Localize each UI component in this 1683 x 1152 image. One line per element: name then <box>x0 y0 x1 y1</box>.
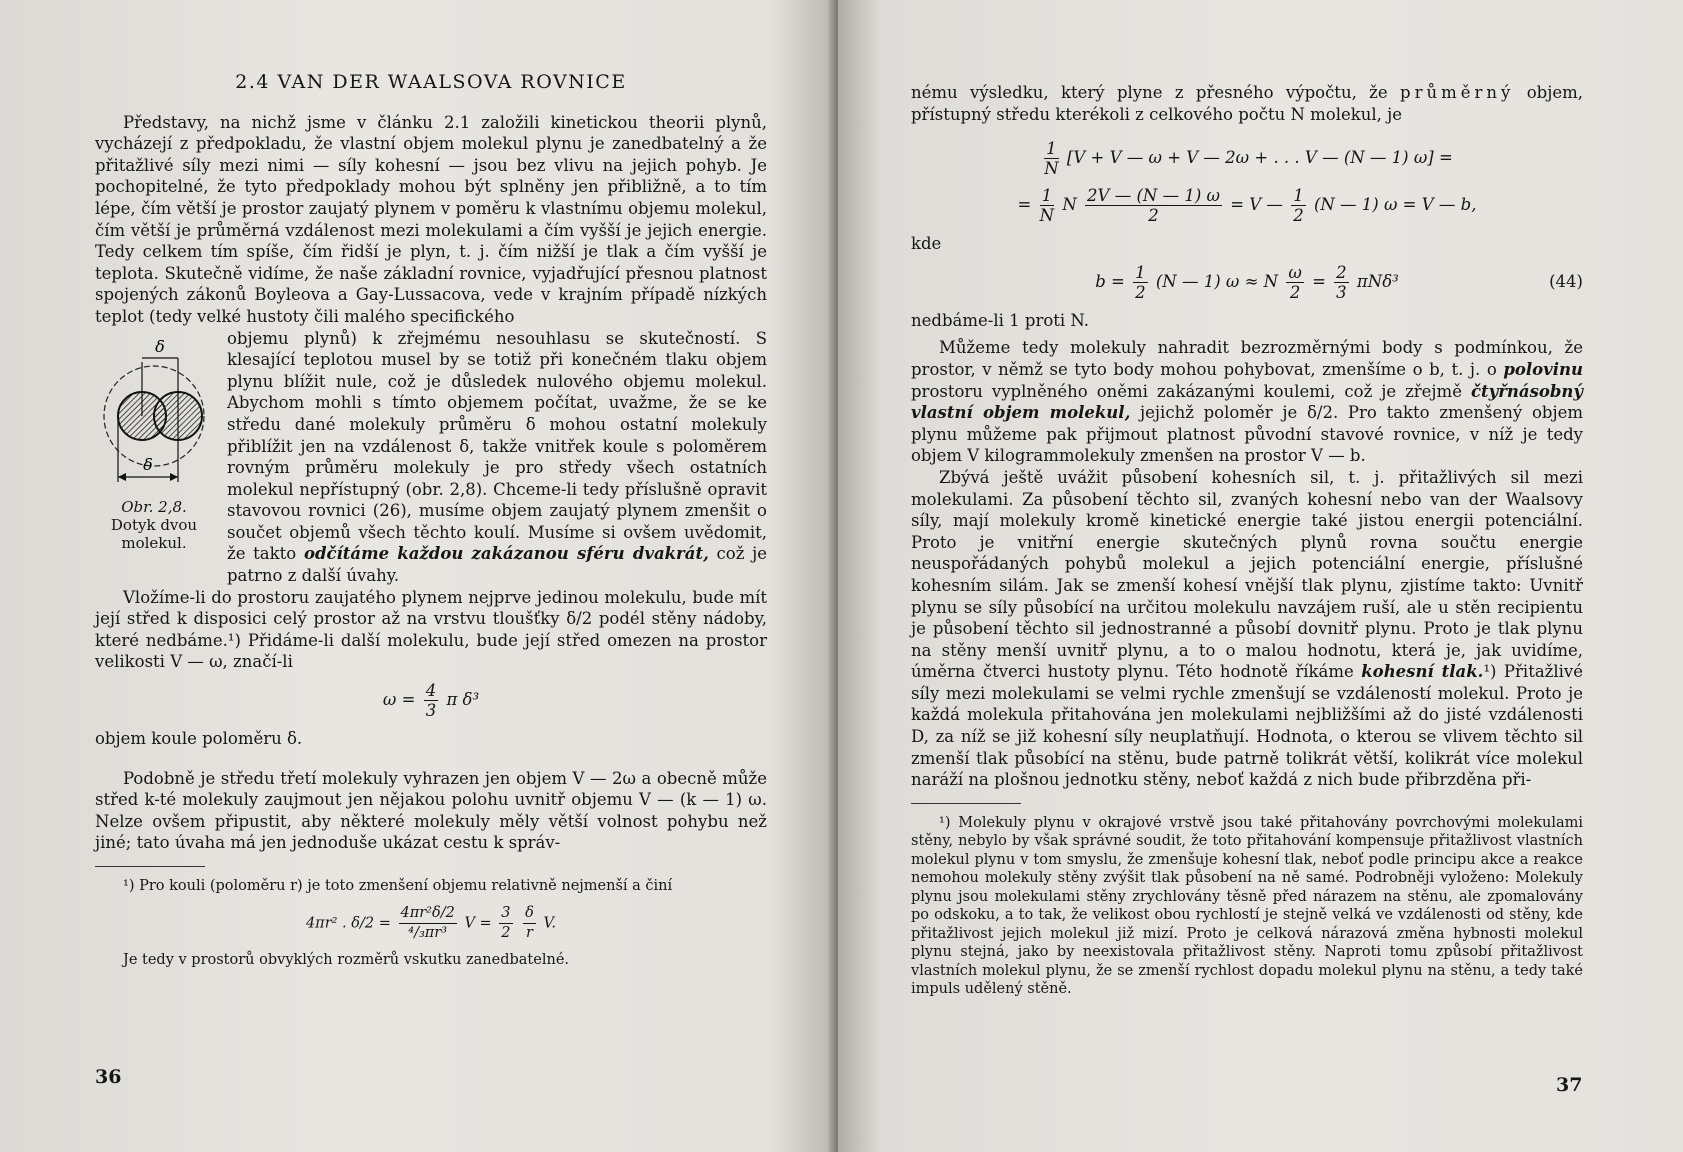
numerator: 2 <box>1336 262 1347 282</box>
emphasis: kohesní tlak. <box>1361 662 1484 682</box>
formula-part: = <box>1312 271 1326 291</box>
text: objem, přístupný středu kterékoli z celkového počtu N molekul, je <box>911 83 1583 124</box>
numerator: 1 <box>1135 262 1146 282</box>
equation-number: (44) <box>1549 272 1583 292</box>
fraction <box>499 904 512 943</box>
paragraph: objem koule poloměru δ. <box>95 729 303 749</box>
fraction <box>1133 263 1148 302</box>
figure-2-8 <box>95 332 213 587</box>
footnote: ¹) Molekuly plynu v okrajové vrstvě jsou také přitahovány povrchovými molekulami stěny, nebylo by však správné soudit, že toto přitahování kompensuje přitažlivost vlastních molekul plynu v tom smyslu, že zmenšuje kohesní tlak, neboť podle principu akce a reakce nemohou molekuly stěny zvýšit tlak působení na ně samé. Podrobněji vyloženo: Molekuly plynu jsou molekulami stěny zrychlovány těsně před nárazem na stěnu, ale zpomalovány po odskoku, a to tak, že velikost obou rychlostí je stejně velká ve vzdálenosti od stěny, kde přitažlivost jejich molekul již mizí. Proto je celková nárazová změna hybnosti molekul plynu stejná, jako by neexistovala přitažlivost stěny. Naproti tomu způsobí přitažlivost vlastních molekul plynu, že se zmenší rychlost dopadu molekul plynu na stěnu, a tedy také impuls udělený stěně. <box>911 814 1583 998</box>
page-number: 37 <box>1556 1074 1583 1096</box>
section-title: 2.4 VAN DER WAALSOVA ROVNICE <box>235 71 627 93</box>
fraction <box>424 681 439 720</box>
fraction <box>1286 263 1303 302</box>
footnote: Je tedy v prostorů obvyklých rozměrů vskutku zanedbatelné. <box>123 951 570 968</box>
emphasis: odčítáme každou zakázanou sféru dvakrát, <box>303 544 709 564</box>
formula-part: (N — 1) ω = V — b, <box>1313 195 1477 215</box>
formula-part: V. <box>543 915 557 931</box>
denominator: 2 <box>1135 282 1146 302</box>
wrap-text <box>227 328 767 587</box>
paragraph <box>911 467 1583 791</box>
numerator: 1 <box>1293 186 1304 206</box>
text: ¹) Přitažlivé síly mezi molekulami se velmi rychle zmenšují se vzdáleností molekul. Proto je každá molekula přitahována jen molekulami nejbližšími až do jisté vzdálenosti D, za níž se již kohesní síly neuplatňují. Hodnota, o kterou se vlivem těchto sil zmenší tlak působící na stěnu, bude patrně tolikrát větší, kolikrát více molekul naráží na plošnou jednotku stěny, neboť každá z nich bude přibrzděna při- <box>911 662 1583 790</box>
paragraph <box>911 337 1583 467</box>
paragraph-end: což je patrno z další úvahy. <box>227 544 768 586</box>
denominator: 3 <box>425 701 437 721</box>
formula-part: ω = <box>382 690 416 710</box>
paragraph: nedbáme-li 1 proti N. <box>911 310 1090 330</box>
figure-caption: Dotyk dvou molekul. <box>110 515 198 552</box>
formula-part: = V — <box>1230 195 1283 215</box>
fraction <box>1085 186 1222 225</box>
page-left <box>0 0 838 1152</box>
fraction <box>1040 186 1055 225</box>
page-number: 36 <box>95 1066 122 1088</box>
figure-caption: Obr. 2,8. <box>121 497 187 516</box>
emphasis: čtyřnásobný vlastní objem molekul, <box>911 381 1583 423</box>
numerator: 1 <box>1041 186 1053 206</box>
denominator: 2 <box>1293 206 1304 226</box>
paragraph: kde <box>911 234 942 254</box>
footnote-rule <box>911 803 1021 804</box>
page-right-content <box>911 82 1583 999</box>
numerator: 4 <box>425 681 437 701</box>
numerator: δ <box>523 904 536 924</box>
fraction <box>1044 139 1059 178</box>
page-left-content <box>95 72 767 969</box>
formula-part: = <box>1017 195 1032 215</box>
denominator: ⁴/₃πr³ <box>408 924 448 941</box>
text: prostoru vyplněného oněmi zakázanými koulemi, což je zřejmě <box>911 381 1471 401</box>
text: nému výsledku, který plyne z přesného výpočtu, že <box>911 83 1388 102</box>
molecule-contact-diagram <box>98 332 210 492</box>
spaced-emphasis: průměrný <box>1400 83 1515 102</box>
delta-label: δ <box>155 336 165 356</box>
numerator: 3 <box>499 904 512 924</box>
formula-part: (N — 1) ω ≈ N <box>1155 271 1279 291</box>
denominator: 2 <box>1148 206 1159 226</box>
formula-part: [V + V — ω + V — 2ω + . . . V — (N — 1) ω] = <box>1066 148 1453 168</box>
formula-part: πNδ³ <box>1356 271 1399 291</box>
numerator: 4πr²δ/2 <box>399 904 457 924</box>
formula-part: V = <box>464 915 492 931</box>
delta-label: δ <box>143 454 153 474</box>
formula-part: b = <box>1095 271 1125 291</box>
text: Můžeme tedy molekuly nahradit bezrozměrnými body s podmínkou, že prostor, v němž se tyto body mohou pohybovat, zmenšíme o b, t. j. o <box>911 338 1583 379</box>
denominator: r <box>526 924 533 941</box>
footnote: ¹) Pro kouli (poloměru r) je toto zmenšení objemu relativně nejmenší a činí <box>123 878 673 894</box>
paragraph: Představy, na nichž jsme v článku 2.1 založili kinetickou theorii plynů, vycházejí z předpokladu, že vlastní objem molekul plynu je zanedbatelný a že přitažlivé síly mezi nimi — síly kohesní — jsou bez vlivu na jejich pohyb. Je pochopitelné, že tyto předpoklady mohou být splněny jen přibližně, a to tím lépe, čím větší je prostor zaujatý plynem v poměru k vlastnímu objemu molekul, čím větší je průměrná vzdálenost mezi molekulami a čím vyšší je jejich energie. Tedy celkem tím spíše, čím řidší je plyn, t. j. čím nižší je tlak a čím vyšší je teplota. Skutečně vidíme, že naše základní rovnice, vyjadřující přesnou platnost spojených zákonů Boyleova a Gay-Lussacova, vede v krajním případě nízkých teplot (tedy velké hustoty čili malého specifického <box>95 112 767 326</box>
fraction <box>1291 186 1306 225</box>
paragraph: objemu plynů) k zřejmému nesouhlasu se skutečností. S klesající teplotou musel by se totiž při konečném tlaku objem plynu blížit nule, což je důsledek nulového objemu molekul. Abychom mohli s tímto objemem počítat, uvažme, že se ke středu dané molekuly průměru δ mohou ostatní molekuly přiblížit jen na vzdálenost δ, takže vnitřek koule s poloměrem rovným průměru molekuly je pro středy všech ostatních molekul nepřístupný (obr. 2,8). Chceme-li tedy příslušně opravit stavovou rovnici (26), musíme objem zaujatý plynem zmenšit o součet objemů všech těchto koulí. Musíme si ovšem uvědomit, že takto <box>227 328 767 564</box>
fraction <box>399 904 457 943</box>
formula-part: π δ³ <box>446 690 480 710</box>
figure-wrap <box>95 328 767 587</box>
denominator: 2 <box>501 924 511 941</box>
fraction <box>523 904 536 943</box>
paragraph: Podobně je středu třetí molekuly vyhrazen jen objem V — 2ω a obecně může střed k-té molekuly zaujmout jen nějakou polohu uvnitř objemu V — (k — 1) ω. Nelze ovšem připustit, aby některé molekuly měly větší volnost pohybu než jiné; tato úvaha má jen jednoduše ukázat cestu k správ- <box>95 768 767 853</box>
paragraph: Vložíme-li do prostoru zaujatého plynem nejprve jedinou molekulu, bude mít její střed k disposici celý prostor až na vrstvu tloušťky δ/2 podél stěny nádoby, které nedbáme.¹) Přidáme-li další molekulu, bude její střed omezen na prostor velikosti V — ω, značí-li <box>95 587 767 672</box>
text: jejichž poloměr je δ/2. Pro takto zmenšený objem plynu můžeme pak přijmout platnost původní stavové rovnice, v níž je tedy objem V kilogrammolekuly zmenšen na prostor V — b. <box>911 403 1583 466</box>
denominator: N <box>1039 206 1055 226</box>
numerator: 2V — (N — 1) ω <box>1087 186 1220 206</box>
emphasis: polovinu <box>1503 359 1583 379</box>
denominator: 3 <box>1336 282 1347 302</box>
equation-44 <box>911 263 1583 302</box>
footnote-rule <box>95 866 205 867</box>
denominator: 2 <box>1289 282 1301 302</box>
text: Zbývá ještě uvážit působení kohesních sil, t. j. přitažlivých sil mezi molekulami. Za působení těchto sil, zvaných kohesní nebo van der Waalsovy síly, mají molekuly kromě kinetické energie také jistou energii potenciální. Proto je vnitřní energie skutečných plynů rovna součtu energie neuspořádaných pohybů molekul a jejich potenciální energie, příslušné kohesním silám. Jak se zmenší kohesí vnější tlak plynu, zjistíme takto: Uvnitř plynu se síly působící na určitou molekulu navzájem ruší, ale u stěn recipientu je působení těchto sil jednostranné a působí dovnitř plynu. Proto je tlak plynu na stěny menší uvnitř plynu, a to o malou hodnotu, která je, jak uvidíme, úměrna čtverci hustoty plynu. Této hodnotě říkáme <box>911 467 1583 682</box>
numerator: 1 <box>1046 139 1057 159</box>
equation-1 <box>911 139 1583 178</box>
formula-part: N <box>1062 195 1077 215</box>
equation-2 <box>911 186 1583 225</box>
formula-part: 4πr² . δ/2 = <box>305 915 391 931</box>
footnote-formula <box>95 904 767 943</box>
formula-omega <box>95 681 767 720</box>
fraction <box>1334 263 1349 302</box>
paragraph <box>911 82 1583 125</box>
denominator: N <box>1044 159 1059 179</box>
numerator: ω <box>1288 262 1302 282</box>
